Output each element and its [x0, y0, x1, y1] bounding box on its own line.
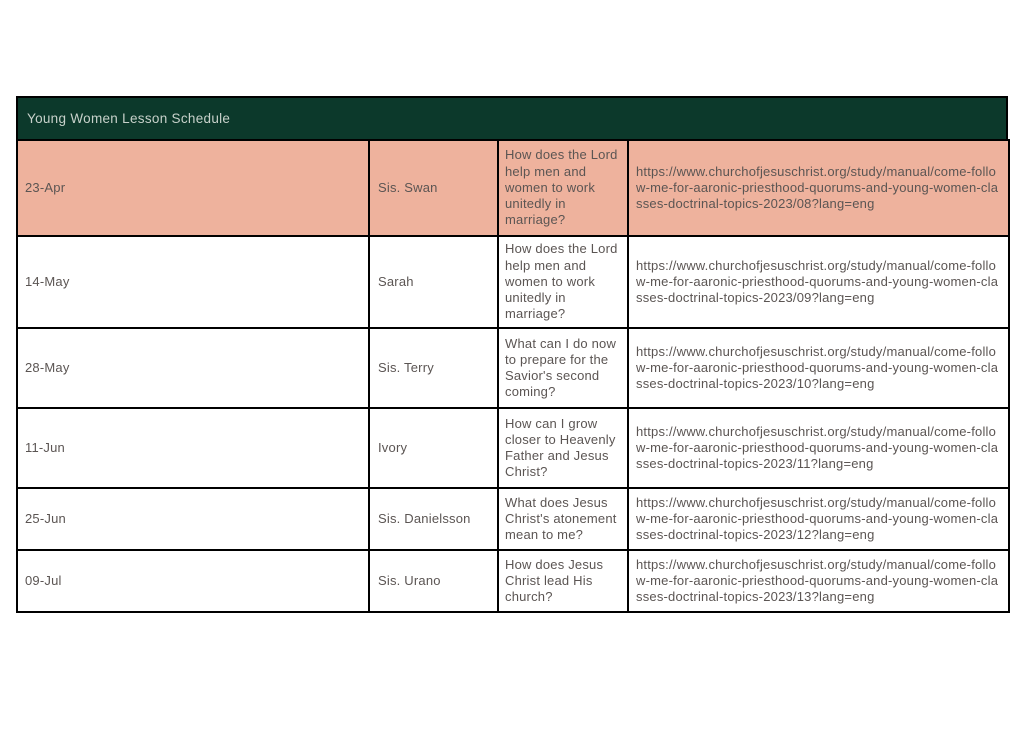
table-row: [17, 328, 1009, 408]
date-cell: 25-Jun: [17, 488, 369, 550]
table-title-bar: [16, 96, 1008, 139]
date-cell: 28-May: [17, 328, 369, 408]
date-cell: 23-Apr: [17, 140, 369, 236]
lesson-question-cell: What can I do now to prepare for the Savior's second coming?: [498, 328, 628, 408]
teacher-cell: Sis. Danielsson: [369, 488, 498, 550]
table-row-highlighted: [17, 140, 1009, 236]
teacher-cell: Sarah: [369, 236, 498, 328]
lesson-link-cell[interactable]: https://www.churchofjesuschrist.org/study/manual/come-follow-me-for-aaronic-priesthood-quorums-and-young-women-classes-doctrinal-topics-2023/09?lang=eng: [628, 236, 1009, 328]
date-cell: 09-Jul: [17, 550, 369, 612]
lesson-question-cell: How does the Lord help men and women to work unitedly in marriage?: [498, 140, 628, 236]
teacher-cell: Sis. Swan: [369, 140, 498, 236]
lesson-schedule-table: [16, 96, 1008, 613]
lesson-question-cell: How does Jesus Christ lead His church?: [498, 550, 628, 612]
teacher-cell: Sis. Terry: [369, 328, 498, 408]
table-row: [17, 236, 1009, 328]
lesson-link-cell[interactable]: https://www.churchofjesuschrist.org/study/manual/come-follow-me-for-aaronic-priesthood-quorums-and-young-women-classes-doctrinal-topics-2023/13?lang=eng: [628, 550, 1009, 612]
lesson-table-body: [16, 139, 1010, 613]
lesson-question-cell: How does the Lord help men and women to work unitedly in marriage?: [498, 236, 628, 328]
lesson-link-cell[interactable]: https://www.churchofjesuschrist.org/study/manual/come-follow-me-for-aaronic-priesthood-quorums-and-young-women-classes-doctrinal-topics-2023/12?lang=eng: [628, 488, 1009, 550]
table-title: Young Women Lesson Schedule: [27, 111, 231, 126]
teacher-cell: Ivory: [369, 408, 498, 488]
table-row: [17, 550, 1009, 612]
date-cell: 11-Jun: [17, 408, 369, 488]
table-row: [17, 488, 1009, 550]
lesson-link-cell[interactable]: https://www.churchofjesuschrist.org/study/manual/come-follow-me-for-aaronic-priesthood-quorums-and-young-women-classes-doctrinal-topics-2023/10?lang=eng: [628, 328, 1009, 408]
date-cell: 14-May: [17, 236, 369, 328]
lesson-link-cell[interactable]: https://www.churchofjesuschrist.org/study/manual/come-follow-me-for-aaronic-priesthood-quorums-and-young-women-classes-doctrinal-topics-2023/08?lang=eng: [628, 140, 1009, 236]
lesson-question-cell: What does Jesus Christ's atonement mean to me?: [498, 488, 628, 550]
table-row: [17, 408, 1009, 488]
lesson-question-cell: How can I grow closer to Heavenly Father and Jesus Christ?: [498, 408, 628, 488]
teacher-cell: Sis. Urano: [369, 550, 498, 612]
lesson-link-cell[interactable]: https://www.churchofjesuschrist.org/study/manual/come-follow-me-for-aaronic-priesthood-quorums-and-young-women-classes-doctrinal-topics-2023/11?lang=eng: [628, 408, 1009, 488]
